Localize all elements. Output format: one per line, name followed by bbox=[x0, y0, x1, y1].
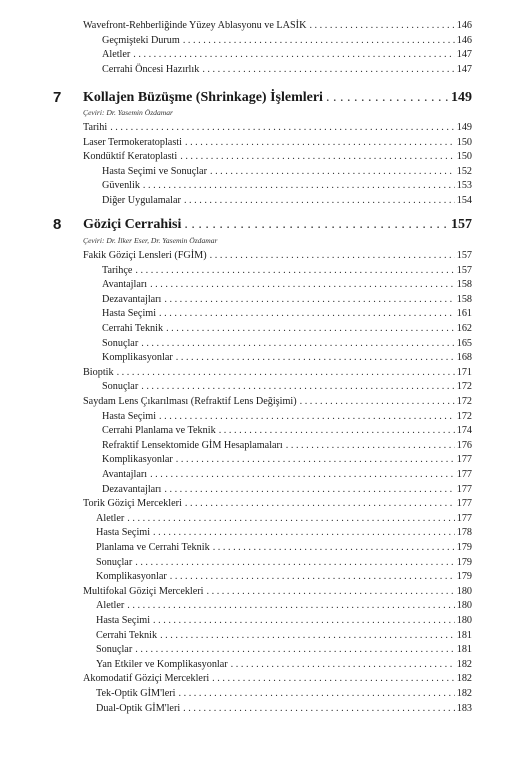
leader-dots bbox=[141, 380, 455, 393]
toc-entry-row bbox=[102, 439, 472, 452]
toc-entry-page: 147 bbox=[456, 63, 472, 75]
toc-entry-row bbox=[83, 585, 472, 598]
chapter-number: 7 bbox=[53, 89, 62, 106]
toc-entry[interactable] bbox=[0, 264, 512, 278]
leader-dots bbox=[179, 687, 455, 700]
chapter-page: 157 bbox=[451, 217, 472, 232]
toc-entry-page: 154 bbox=[456, 194, 472, 206]
leader-dots bbox=[135, 264, 454, 277]
toc-entry[interactable] bbox=[0, 687, 512, 701]
leader-dots bbox=[133, 48, 454, 61]
toc-entry-page: 177 bbox=[456, 454, 472, 466]
chapter-title: Kollajen Büzüşme (Shrinkage) İşlemleri bbox=[83, 90, 323, 105]
toc-entry-page: 147 bbox=[456, 49, 472, 60]
toc-entry[interactable] bbox=[0, 497, 512, 511]
toc-entry[interactable] bbox=[0, 702, 512, 716]
toc-entry-title: Aletler bbox=[96, 600, 125, 612]
toc-entry[interactable] bbox=[0, 150, 512, 164]
toc-entry-row bbox=[96, 702, 472, 715]
toc-entry-page: 146 bbox=[456, 34, 472, 46]
toc-entry-title: Planlama ve Cerrahi Teknik bbox=[96, 542, 210, 553]
leader-dots bbox=[185, 136, 455, 149]
toc-entry-page: 174 bbox=[456, 425, 472, 437]
toc-entry[interactable] bbox=[0, 19, 512, 33]
toc-entry-row bbox=[102, 194, 472, 207]
toc-entry[interactable] bbox=[0, 380, 512, 394]
toc-entry[interactable] bbox=[0, 121, 512, 135]
leader-dots bbox=[219, 424, 455, 437]
toc-entry-page: 180 bbox=[456, 600, 472, 612]
chapter-page: 149 bbox=[451, 90, 472, 105]
toc-entry-page: 168 bbox=[456, 352, 472, 364]
toc-entry-row bbox=[83, 150, 472, 163]
toc-entry-title: Akomodatif Göziçi Mercekleri bbox=[83, 673, 210, 685]
toc-entry-page: 182 bbox=[456, 673, 472, 685]
toc-entry-page: 150 bbox=[456, 151, 472, 162]
toc-entry-page: 157 bbox=[456, 250, 472, 261]
toc-entry-page: 149 bbox=[456, 122, 472, 133]
toc-entry[interactable] bbox=[0, 541, 512, 555]
toc-entry-page: 172 bbox=[456, 381, 472, 393]
toc-entry-row bbox=[96, 541, 472, 554]
leader-dots bbox=[143, 179, 455, 192]
toc-entry-title: Sonuçlar bbox=[102, 381, 139, 393]
toc-entry[interactable] bbox=[0, 249, 512, 263]
toc-entry-page: 180 bbox=[456, 585, 472, 597]
toc-entry-row bbox=[83, 249, 472, 262]
toc-entry-title: Geçmişteki Durum bbox=[102, 34, 180, 46]
leader-dots bbox=[210, 165, 455, 178]
toc-entry-page: 152 bbox=[456, 165, 472, 177]
toc-entry-row bbox=[102, 380, 472, 393]
toc-entry-title: Torik Göziçi Mercekleri bbox=[83, 498, 182, 510]
toc-entry-page: 158 bbox=[456, 279, 472, 291]
toc-entry-row bbox=[96, 629, 472, 642]
toc-entry-row bbox=[96, 614, 472, 627]
toc-entry-row bbox=[102, 165, 472, 178]
leader-dots bbox=[212, 672, 455, 685]
toc-entry-title: Komplikasyonlar bbox=[96, 571, 167, 583]
toc-entry[interactable] bbox=[0, 424, 512, 438]
leader-dots bbox=[150, 468, 455, 481]
toc-entry-row bbox=[96, 512, 472, 525]
toc-entry-page: 181 bbox=[456, 644, 472, 656]
toc-entry-page: 146 bbox=[456, 20, 472, 31]
toc-entry-title: Cerrahi Planlama ve Teknik bbox=[102, 425, 216, 437]
leader-dots bbox=[176, 351, 455, 364]
leader-dots bbox=[164, 293, 454, 306]
leader-dots bbox=[210, 249, 455, 262]
toc-entry-title: Aletler bbox=[102, 49, 131, 60]
toc-entry-row bbox=[96, 526, 472, 539]
toc-entry-title: Dual-Optik GİM'leri bbox=[96, 702, 181, 714]
toc-entry[interactable] bbox=[0, 658, 512, 672]
toc-entry-row bbox=[102, 179, 472, 192]
toc-entry-row bbox=[96, 570, 472, 583]
toc-entry-title: Sonuçlar bbox=[96, 556, 133, 568]
leader-dots bbox=[185, 497, 455, 510]
leader-dots bbox=[153, 526, 455, 539]
toc-entry-page: 171 bbox=[456, 366, 472, 378]
toc-entry[interactable] bbox=[0, 526, 512, 540]
toc-entry-page: 158 bbox=[456, 293, 472, 305]
toc-entry[interactable] bbox=[0, 643, 512, 657]
toc-entry-page: 180 bbox=[456, 615, 472, 626]
leader-dots bbox=[184, 194, 455, 207]
toc-entry-page: 162 bbox=[456, 323, 472, 334]
leader-dots bbox=[213, 541, 455, 554]
toc-entry-page: 165 bbox=[456, 337, 472, 349]
toc-entry-page: 177 bbox=[456, 469, 472, 480]
leader-dots bbox=[150, 278, 455, 291]
toc-entry-row bbox=[96, 643, 472, 656]
toc-entry-page: 172 bbox=[456, 396, 472, 407]
toc-entry-title: Hasta Seçimi bbox=[102, 308, 157, 320]
chapter-8-heading[interactable] bbox=[0, 216, 512, 238]
toc-entry-title: Güvenlik bbox=[102, 180, 140, 191]
toc-entry[interactable] bbox=[0, 179, 512, 193]
toc-entry[interactable] bbox=[0, 322, 512, 336]
leader-dots bbox=[135, 556, 455, 569]
toc-entry-row bbox=[102, 351, 472, 364]
toc-entry[interactable] bbox=[0, 34, 512, 48]
toc-entry-title: Diğer Uygulamalar bbox=[102, 194, 181, 206]
toc-entry-page: 179 bbox=[456, 556, 472, 568]
leader-dots bbox=[231, 658, 455, 671]
toc-entry-title: Komplikasyonlar bbox=[102, 352, 173, 364]
toc-entry-row bbox=[102, 410, 472, 423]
toc-entry[interactable] bbox=[0, 629, 512, 643]
toc-entry-title: Avantajları bbox=[102, 469, 148, 480]
leader-dots bbox=[183, 34, 455, 47]
toc-entry-title: Dezavantajları bbox=[102, 293, 162, 305]
leader-dots bbox=[153, 614, 455, 627]
toc-entry-page: 178 bbox=[456, 527, 472, 539]
chapter-8-translator: Çeviri: Dr. İlker Eser, Dr. Yasemin Özdamar bbox=[83, 236, 218, 245]
toc-entry-page: 182 bbox=[456, 658, 472, 670]
leader-dots bbox=[166, 322, 455, 335]
toc-entry-page: 181 bbox=[456, 629, 472, 641]
toc-entry-title: Multifokal Göziçi Mercekleri bbox=[83, 585, 204, 597]
toc-entry-title: Wavefront-Rehberliğinde Yüzey Ablasyonu ve LASİK bbox=[83, 20, 307, 31]
chapter-title: Göziçi Cerrahisi bbox=[83, 217, 182, 232]
toc-entry-row bbox=[102, 278, 472, 291]
toc-entry-page: 179 bbox=[456, 542, 472, 553]
toc-entry-title: Avantajları bbox=[102, 279, 148, 291]
toc-entry-row bbox=[96, 599, 472, 612]
toc-entry[interactable] bbox=[0, 483, 512, 497]
toc-entry-row bbox=[102, 63, 472, 76]
toc-entry-row bbox=[83, 395, 472, 408]
toc-entry-row bbox=[102, 307, 472, 320]
toc-entry-row bbox=[102, 483, 472, 496]
toc-entry-title: Hasta Seçimi bbox=[96, 527, 151, 539]
toc-entry-row bbox=[83, 672, 472, 685]
toc-entry-row bbox=[102, 337, 472, 350]
toc-entry[interactable] bbox=[0, 395, 512, 409]
toc-entry-title: Komplikasyonlar bbox=[102, 454, 173, 466]
toc-entry-row bbox=[83, 366, 472, 379]
chapter-7-translator: Çeviri: Dr. Yasemin Özdamar bbox=[83, 108, 174, 117]
toc-entry[interactable] bbox=[0, 614, 512, 628]
toc-entry[interactable] bbox=[0, 278, 512, 292]
toc-entry[interactable] bbox=[0, 63, 512, 77]
leader-dots bbox=[286, 439, 455, 452]
toc-entry-title: Kondüktif Keratoplasti bbox=[83, 151, 178, 162]
toc-entry[interactable] bbox=[0, 307, 512, 321]
toc-entry-row bbox=[102, 34, 472, 47]
toc-entry-page: 172 bbox=[456, 410, 472, 422]
leader-dots bbox=[127, 599, 454, 612]
toc-entry-page: 179 bbox=[456, 571, 472, 583]
toc-entry-title: Cerrahi Teknik bbox=[96, 629, 158, 641]
toc-entry-page: 177 bbox=[456, 498, 472, 510]
leader-dots bbox=[183, 702, 455, 715]
toc-entry-title: Tek-Optik GİM'leri bbox=[96, 688, 176, 699]
toc-entry-row bbox=[83, 136, 472, 149]
leader-dots bbox=[207, 585, 455, 598]
leader-dots bbox=[184, 216, 449, 234]
leader-dots bbox=[309, 19, 454, 32]
toc-entry-title: Bioptik bbox=[83, 366, 114, 378]
toc-entry-row bbox=[96, 556, 472, 569]
toc-entry-row bbox=[83, 19, 472, 32]
toc-entry[interactable] bbox=[0, 48, 512, 62]
toc-entry-page: 182 bbox=[456, 688, 472, 699]
toc-entry-title: Saydam Lens Çıkarılması (Refraktif Lens Değişimi) bbox=[83, 396, 297, 407]
leader-dots bbox=[170, 570, 455, 583]
toc-entry[interactable] bbox=[0, 366, 512, 380]
leader-dots bbox=[159, 410, 455, 423]
toc-entry-page: 183 bbox=[456, 702, 472, 714]
leader-dots bbox=[159, 307, 455, 320]
toc-entry-title: Hasta Seçimi bbox=[96, 615, 151, 626]
toc-entry-page: 177 bbox=[456, 512, 472, 524]
leader-dots bbox=[164, 483, 454, 496]
leader-dots bbox=[300, 395, 455, 408]
toc-entry[interactable] bbox=[0, 439, 512, 453]
toc-entry-row bbox=[102, 48, 472, 61]
toc-entry-row bbox=[96, 687, 472, 700]
toc-entry-title: Laser Termokeratoplasti bbox=[83, 136, 182, 148]
toc-entry-title: Sonuçlar bbox=[96, 644, 133, 656]
toc-entry[interactable] bbox=[0, 570, 512, 584]
toc-entry-page: 177 bbox=[456, 483, 472, 495]
toc-entry-row bbox=[96, 658, 472, 671]
toc-entry-title: Cerrahi Öncesi Hazırlık bbox=[102, 63, 200, 75]
toc-entry-title: Aletler bbox=[96, 512, 125, 524]
toc-entry[interactable] bbox=[0, 599, 512, 613]
toc-entry-page: 153 bbox=[456, 180, 472, 191]
toc-entry-title: Refraktif Lensektomide GİM Hesaplamaları bbox=[102, 439, 283, 451]
toc-entry[interactable] bbox=[0, 410, 512, 424]
toc-entry-title: Tarihçe bbox=[102, 264, 133, 276]
toc-entry[interactable] bbox=[0, 453, 512, 467]
toc-entry-title: Hasta Seçimi bbox=[102, 410, 157, 422]
toc-entry[interactable] bbox=[0, 194, 512, 208]
toc-entry[interactable] bbox=[0, 351, 512, 365]
toc-entry[interactable] bbox=[0, 136, 512, 150]
toc-entry-title: Fakik Göziçi Lensleri (FGİM) bbox=[83, 250, 207, 261]
toc-entry[interactable] bbox=[0, 293, 512, 307]
leader-dots bbox=[110, 121, 455, 134]
toc-entry-title: Hasta Seçimi ve Sonuçlar bbox=[102, 165, 207, 177]
chapter-7-heading[interactable] bbox=[0, 89, 512, 111]
toc-entry-row bbox=[102, 468, 472, 481]
toc-entry-title: Cerrahi Teknik bbox=[102, 323, 164, 334]
toc-entry-row bbox=[102, 293, 472, 306]
toc-entry-row bbox=[83, 121, 472, 134]
toc-entry-row bbox=[102, 424, 472, 437]
leader-dots bbox=[127, 512, 454, 525]
toc-entry[interactable] bbox=[0, 672, 512, 686]
toc-entry-title: Tarihi bbox=[83, 122, 108, 133]
toc-entry[interactable] bbox=[0, 512, 512, 526]
toc-entry-page: 161 bbox=[456, 308, 472, 320]
leader-dots bbox=[326, 89, 449, 107]
toc-entry[interactable] bbox=[0, 468, 512, 482]
chapter-number: 8 bbox=[53, 216, 62, 233]
toc-entry-page: 150 bbox=[456, 136, 472, 148]
toc-entry[interactable] bbox=[0, 556, 512, 570]
leader-dots bbox=[180, 150, 455, 163]
leader-dots bbox=[141, 337, 455, 350]
leader-dots bbox=[135, 643, 455, 656]
toc-entry-page: 176 bbox=[456, 439, 472, 451]
toc-entry[interactable] bbox=[0, 337, 512, 351]
toc-entry-title: Yan Etkiler ve Komplikasyonlar bbox=[96, 658, 228, 670]
toc-entry-page: 157 bbox=[456, 264, 472, 276]
leader-dots bbox=[160, 629, 455, 642]
toc-entry-title: Dezavantajları bbox=[102, 483, 162, 495]
toc-entry[interactable] bbox=[0, 585, 512, 599]
toc-entry-row bbox=[102, 453, 472, 466]
toc-entry-row bbox=[102, 322, 472, 335]
toc-entry[interactable] bbox=[0, 165, 512, 179]
leader-dots bbox=[176, 453, 455, 466]
leader-dots bbox=[117, 366, 455, 379]
leader-dots bbox=[202, 63, 454, 76]
toc-entry-row bbox=[83, 497, 472, 510]
toc-entry-title: Sonuçlar bbox=[102, 337, 139, 349]
toc-entry-row bbox=[102, 264, 472, 277]
